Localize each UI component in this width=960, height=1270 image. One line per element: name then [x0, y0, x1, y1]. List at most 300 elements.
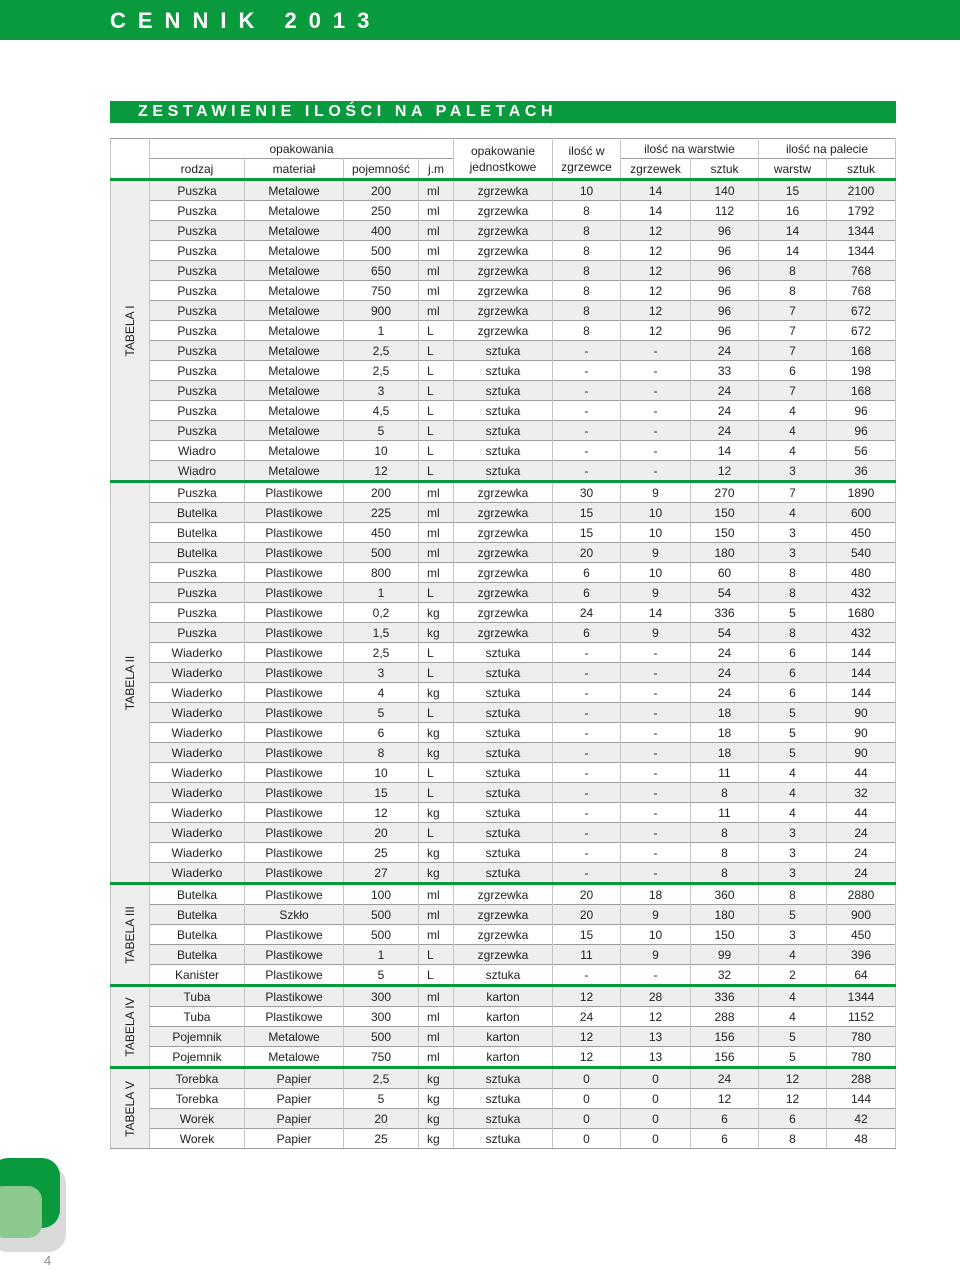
cell-opakowanie: zgrzewka [454, 180, 553, 201]
table-row [111, 221, 896, 241]
cell-sztuk-paleta: 42 [827, 1109, 896, 1129]
cell-pojemnosc: 2,5 [344, 643, 419, 663]
cell-sztuk-warstwa: 33 [691, 361, 759, 381]
cell-warstw: 8 [759, 583, 827, 603]
cell-ilosc-zgrzewce: 20 [553, 543, 621, 563]
cell-rodzaj: Pojemnik [150, 1047, 245, 1068]
cell-pojemnosc: 6 [344, 723, 419, 743]
cell-ilosc-zgrzewce: - [553, 361, 621, 381]
cell-opakowanie: sztuka [454, 663, 553, 683]
cell-material: Plastikowe [245, 863, 344, 884]
cell-sztuk-warstwa: 8 [691, 843, 759, 863]
cell-zgrzewek: 12 [621, 1007, 691, 1027]
cell-rodzaj: Wiaderko [150, 683, 245, 703]
cell-zgrzewek: - [621, 663, 691, 683]
table-row [111, 623, 896, 643]
cell-jm: L [419, 441, 454, 461]
cell-pojemnosc: 3 [344, 381, 419, 401]
cell-warstw: 8 [759, 563, 827, 583]
cell-warstw: 8 [759, 261, 827, 281]
cell-warstw: 4 [759, 1007, 827, 1027]
cell-rodzaj: Torebka [150, 1068, 245, 1089]
table-row [111, 925, 896, 945]
cell-ilosc-zgrzewce: 0 [553, 1068, 621, 1089]
cell-warstw: 4 [759, 763, 827, 783]
cell-opakowanie: zgrzewka [454, 523, 553, 543]
cell-zgrzewek: 0 [621, 1109, 691, 1129]
cell-sztuk-paleta: 90 [827, 743, 896, 763]
cell-sztuk-warstwa: 24 [691, 1068, 759, 1089]
cell-opakowanie: sztuka [454, 863, 553, 884]
page-number: 4 [44, 1253, 52, 1268]
cell-sztuk-warstwa: 24 [691, 421, 759, 441]
table-row [111, 421, 896, 441]
cell-material: Plastikowe [245, 543, 344, 563]
cell-ilosc-zgrzewce: - [553, 763, 621, 783]
cell-rodzaj: Butelka [150, 905, 245, 925]
cell-rodzaj: Worek [150, 1129, 245, 1149]
cell-sztuk-warstwa: 11 [691, 803, 759, 823]
cell-opakowanie: karton [454, 1007, 553, 1027]
cell-sztuk-paleta: 432 [827, 623, 896, 643]
cell-pojemnosc: 4,5 [344, 401, 419, 421]
cell-material: Metalowe [245, 1027, 344, 1047]
cell-ilosc-zgrzewce: 15 [553, 925, 621, 945]
cell-jm: L [419, 763, 454, 783]
cell-sztuk-warstwa: 99 [691, 945, 759, 965]
cell-sztuk-warstwa: 336 [691, 986, 759, 1007]
cell-opakowanie: zgrzewka [454, 281, 553, 301]
cell-opakowanie: zgrzewka [454, 321, 553, 341]
cell-rodzaj: Wiadro [150, 461, 245, 482]
cell-sztuk-paleta: 900 [827, 905, 896, 925]
cell-opakowanie: sztuka [454, 361, 553, 381]
cell-warstw: 12 [759, 1068, 827, 1089]
cell-jm: kg [419, 723, 454, 743]
cell-material: Metalowe [245, 441, 344, 461]
table-row [111, 503, 896, 523]
cell-opakowanie: sztuka [454, 743, 553, 763]
cell-material: Papier [245, 1129, 344, 1149]
cell-opakowanie: sztuka [454, 703, 553, 723]
table-row [111, 583, 896, 603]
cell-pojemnosc: 2,5 [344, 341, 419, 361]
group-label: TABELA II [123, 655, 137, 710]
table-row [111, 783, 896, 803]
table-body [111, 180, 896, 1149]
cell-material: Metalowe [245, 461, 344, 482]
cell-opakowanie: zgrzewka [454, 241, 553, 261]
table-row [111, 441, 896, 461]
cell-opakowanie: sztuka [454, 763, 553, 783]
cell-material: Plastikowe [245, 803, 344, 823]
cell-zgrzewek: 9 [621, 623, 691, 643]
cell-opakowanie: sztuka [454, 1109, 553, 1129]
cell-sztuk-warstwa: 360 [691, 884, 759, 905]
table-row [111, 543, 896, 563]
cell-rodzaj: Butelka [150, 543, 245, 563]
table-row [111, 643, 896, 663]
header-ilosc-na-warstwie: ilość na warstwie [621, 139, 759, 159]
cell-sztuk-warstwa: 180 [691, 543, 759, 563]
subheader-warstw: warstw [759, 159, 827, 180]
cell-ilosc-zgrzewce: 24 [553, 1007, 621, 1027]
cell-material: Metalowe [245, 361, 344, 381]
cell-pojemnosc: 300 [344, 986, 419, 1007]
cell-sztuk-paleta: 2880 [827, 884, 896, 905]
table-row [111, 986, 896, 1007]
cell-ilosc-zgrzewce: - [553, 783, 621, 803]
group-label-cell [111, 986, 150, 1068]
table-row [111, 905, 896, 925]
cell-material: Metalowe [245, 321, 344, 341]
cell-sztuk-warstwa: 11 [691, 763, 759, 783]
cell-material: Metalowe [245, 221, 344, 241]
cell-sztuk-paleta: 44 [827, 803, 896, 823]
cell-jm: kg [419, 683, 454, 703]
cell-material: Plastikowe [245, 503, 344, 523]
table-row [111, 261, 896, 281]
cell-ilosc-zgrzewce: 11 [553, 945, 621, 965]
cell-jm: L [419, 823, 454, 843]
cell-material: Plastikowe [245, 884, 344, 905]
cell-sztuk-paleta: 780 [827, 1027, 896, 1047]
cell-warstw: 4 [759, 986, 827, 1007]
cell-warstw: 3 [759, 823, 827, 843]
cell-ilosc-zgrzewce: 24 [553, 603, 621, 623]
cell-opakowanie: sztuka [454, 1068, 553, 1089]
cell-warstw: 3 [759, 843, 827, 863]
cell-sztuk-warstwa: 24 [691, 643, 759, 663]
cell-rodzaj: Puszka [150, 321, 245, 341]
cell-material: Plastikowe [245, 703, 344, 723]
cell-material: Metalowe [245, 341, 344, 361]
cell-warstw: 5 [759, 603, 827, 623]
cell-material: Metalowe [245, 381, 344, 401]
cell-ilosc-zgrzewce: - [553, 683, 621, 703]
cell-material: Metalowe [245, 401, 344, 421]
cell-material: Plastikowe [245, 683, 344, 703]
cell-material: Plastikowe [245, 603, 344, 623]
cell-sztuk-paleta: 144 [827, 643, 896, 663]
cell-material: Papier [245, 1089, 344, 1109]
cell-pojemnosc: 450 [344, 523, 419, 543]
cell-ilosc-zgrzewce: 30 [553, 482, 621, 503]
cell-zgrzewek: - [621, 783, 691, 803]
cell-pojemnosc: 1 [344, 583, 419, 603]
cell-jm: L [419, 945, 454, 965]
cell-opakowanie: karton [454, 986, 553, 1007]
table-row [111, 743, 896, 763]
header-ilosc-na-palecie: ilość na palecie [759, 139, 896, 159]
cell-rodzaj: Puszka [150, 563, 245, 583]
section-bar [110, 101, 896, 123]
cell-sztuk-paleta: 600 [827, 503, 896, 523]
cell-rodzaj: Tuba [150, 1007, 245, 1027]
cell-ilosc-zgrzewce: - [553, 643, 621, 663]
cell-pojemnosc: 900 [344, 301, 419, 321]
cell-warstw: 2 [759, 965, 827, 986]
cell-warstw: 5 [759, 723, 827, 743]
cell-sztuk-paleta: 24 [827, 863, 896, 884]
cell-opakowanie: sztuka [454, 803, 553, 823]
cell-warstw: 5 [759, 1027, 827, 1047]
cell-zgrzewek: 12 [621, 261, 691, 281]
subheader-sztuk-paleta: sztuk [827, 159, 896, 180]
table-row [111, 663, 896, 683]
cell-jm: kg [419, 803, 454, 823]
cell-sztuk-warstwa: 12 [691, 461, 759, 482]
table-row [111, 341, 896, 361]
cell-jm: kg [419, 843, 454, 863]
table-row [111, 321, 896, 341]
cell-zgrzewek: 10 [621, 523, 691, 543]
cell-zgrzewek: 9 [621, 482, 691, 503]
cell-rodzaj: Kanister [150, 965, 245, 986]
cell-warstw: 4 [759, 441, 827, 461]
cell-warstw: 7 [759, 301, 827, 321]
cell-zgrzewek: 13 [621, 1027, 691, 1047]
cell-ilosc-zgrzewce: - [553, 381, 621, 401]
cell-rodzaj: Tuba [150, 986, 245, 1007]
cell-sztuk-paleta: 32 [827, 783, 896, 803]
cell-opakowanie: zgrzewka [454, 603, 553, 623]
cell-pojemnosc: 200 [344, 180, 419, 201]
cell-sztuk-warstwa: 156 [691, 1047, 759, 1068]
cell-material: Plastikowe [245, 743, 344, 763]
group-label-cell [111, 1068, 150, 1149]
cell-jm: kg [419, 603, 454, 623]
table-row [111, 803, 896, 823]
cell-rodzaj: Worek [150, 1109, 245, 1129]
cell-zgrzewek: 12 [621, 321, 691, 341]
cell-sztuk-warstwa: 24 [691, 381, 759, 401]
cell-ilosc-zgrzewce: 0 [553, 1129, 621, 1149]
cell-sztuk-paleta: 96 [827, 401, 896, 421]
table-row [111, 823, 896, 843]
cell-sztuk-warstwa: 12 [691, 1089, 759, 1109]
cell-pojemnosc: 12 [344, 803, 419, 823]
cell-jm: L [419, 965, 454, 986]
cell-jm: L [419, 341, 454, 361]
cell-sztuk-warstwa: 8 [691, 823, 759, 843]
group-label: TABELA III [123, 905, 137, 964]
cell-rodzaj: Puszka [150, 421, 245, 441]
cell-sztuk-warstwa: 24 [691, 683, 759, 703]
table-row [111, 281, 896, 301]
table-row [111, 301, 896, 321]
cell-sztuk-warstwa: 96 [691, 281, 759, 301]
cell-ilosc-zgrzewce: 10 [553, 180, 621, 201]
cell-sztuk-warstwa: 6 [691, 1129, 759, 1149]
cell-jm: ml [419, 201, 454, 221]
cell-sztuk-paleta: 540 [827, 543, 896, 563]
cell-opakowanie: sztuka [454, 441, 553, 461]
cell-pojemnosc: 1 [344, 945, 419, 965]
cell-warstw: 4 [759, 803, 827, 823]
cell-rodzaj: Butelka [150, 503, 245, 523]
cell-sztuk-paleta: 432 [827, 583, 896, 603]
cell-ilosc-zgrzewce: 8 [553, 261, 621, 281]
cell-zgrzewek: 14 [621, 603, 691, 623]
cell-rodzaj: Puszka [150, 201, 245, 221]
group-label-cell [111, 180, 150, 482]
cell-ilosc-zgrzewce: 6 [553, 563, 621, 583]
cell-material: Plastikowe [245, 482, 344, 503]
cell-material: Metalowe [245, 201, 344, 221]
cell-rodzaj: Wiaderko [150, 723, 245, 743]
cell-zgrzewek: 14 [621, 201, 691, 221]
table-row [111, 683, 896, 703]
table-row [111, 361, 896, 381]
cell-opakowanie: zgrzewka [454, 583, 553, 603]
cell-sztuk-paleta: 1680 [827, 603, 896, 623]
cell-material: Plastikowe [245, 925, 344, 945]
cell-sztuk-paleta: 90 [827, 703, 896, 723]
subheader-zgrzewek: zgrzewek [621, 159, 691, 180]
cell-opakowanie: sztuka [454, 1089, 553, 1109]
subheader-sztuk-warstwa: sztuk [691, 159, 759, 180]
table-row [111, 884, 896, 905]
cell-ilosc-zgrzewce: 20 [553, 884, 621, 905]
cell-sztuk-paleta: 1152 [827, 1007, 896, 1027]
cell-pojemnosc: 1,5 [344, 623, 419, 643]
cell-rodzaj: Puszka [150, 261, 245, 281]
cell-rodzaj: Wiaderko [150, 803, 245, 823]
cell-jm: L [419, 643, 454, 663]
cell-sztuk-paleta: 1344 [827, 241, 896, 261]
cell-ilosc-zgrzewce: - [553, 663, 621, 683]
cell-ilosc-zgrzewce: 8 [553, 241, 621, 261]
cell-sztuk-warstwa: 288 [691, 1007, 759, 1027]
cell-ilosc-zgrzewce: - [553, 703, 621, 723]
cell-material: Plastikowe [245, 986, 344, 1007]
cell-rodzaj: Wiaderko [150, 843, 245, 863]
cell-jm: L [419, 421, 454, 441]
cell-pojemnosc: 500 [344, 1027, 419, 1047]
cell-opakowanie: zgrzewka [454, 925, 553, 945]
cell-material: Metalowe [245, 261, 344, 281]
table-row [111, 703, 896, 723]
cell-sztuk-paleta: 168 [827, 381, 896, 401]
cell-opakowanie: zgrzewka [454, 884, 553, 905]
cell-pojemnosc: 800 [344, 563, 419, 583]
cell-material: Plastikowe [245, 783, 344, 803]
cell-jm: ml [419, 503, 454, 523]
cell-jm: L [419, 381, 454, 401]
table-row [111, 401, 896, 421]
cell-sztuk-paleta: 780 [827, 1047, 896, 1068]
cell-ilosc-zgrzewce: - [553, 341, 621, 361]
cell-sztuk-warstwa: 32 [691, 965, 759, 986]
cell-warstw: 7 [759, 341, 827, 361]
cell-rodzaj: Puszka [150, 482, 245, 503]
cell-opakowanie: zgrzewka [454, 201, 553, 221]
cell-opakowanie: sztuka [454, 965, 553, 986]
cell-jm: L [419, 361, 454, 381]
cell-rodzaj: Puszka [150, 381, 245, 401]
cell-opakowanie: sztuka [454, 683, 553, 703]
cell-sztuk-paleta: 1792 [827, 201, 896, 221]
cell-zgrzewek: 18 [621, 884, 691, 905]
cell-zgrzewek: 9 [621, 945, 691, 965]
cell-ilosc-zgrzewce: 6 [553, 583, 621, 603]
cell-material: Plastikowe [245, 563, 344, 583]
cell-sztuk-paleta: 144 [827, 683, 896, 703]
cell-zgrzewek: - [621, 461, 691, 482]
cell-zgrzewek: 10 [621, 563, 691, 583]
cell-rodzaj: Wiaderko [150, 643, 245, 663]
cell-zgrzewek: - [621, 823, 691, 843]
cell-zgrzewek: 10 [621, 503, 691, 523]
cell-jm: ml [419, 1047, 454, 1068]
cell-pojemnosc: 0,2 [344, 603, 419, 623]
cell-pojemnosc: 500 [344, 543, 419, 563]
cell-ilosc-zgrzewce: 8 [553, 301, 621, 321]
cell-sztuk-warstwa: 336 [691, 603, 759, 623]
cell-zgrzewek: - [621, 803, 691, 823]
cell-warstw: 6 [759, 683, 827, 703]
cell-warstw: 3 [759, 523, 827, 543]
cell-sztuk-warstwa: 54 [691, 583, 759, 603]
cell-pojemnosc: 2,5 [344, 1068, 419, 1089]
subheader-pojemnosc: pojemność [344, 159, 419, 180]
cell-ilosc-zgrzewce: - [553, 823, 621, 843]
cell-opakowanie: sztuka [454, 1129, 553, 1149]
cell-pojemnosc: 2,5 [344, 361, 419, 381]
page-title: CENNIK 2013 [110, 8, 382, 33]
cell-pojemnosc: 8 [344, 743, 419, 763]
cell-sztuk-warstwa: 270 [691, 482, 759, 503]
cell-warstw: 14 [759, 221, 827, 241]
cell-rodzaj: Wiadro [150, 441, 245, 461]
cell-ilosc-zgrzewce: 8 [553, 321, 621, 341]
cell-ilosc-zgrzewce: - [553, 723, 621, 743]
cell-warstw: 16 [759, 201, 827, 221]
cell-material: Plastikowe [245, 643, 344, 663]
cell-sztuk-warstwa: 150 [691, 503, 759, 523]
cell-rodzaj: Torebka [150, 1089, 245, 1109]
cell-ilosc-zgrzewce: 12 [553, 986, 621, 1007]
cell-sztuk-paleta: 90 [827, 723, 896, 743]
cell-pojemnosc: 5 [344, 421, 419, 441]
cell-jm: ml [419, 563, 454, 583]
cell-pojemnosc: 20 [344, 823, 419, 843]
cell-pojemnosc: 1 [344, 321, 419, 341]
cell-material: Plastikowe [245, 945, 344, 965]
group-label: TABELA IV [123, 996, 137, 1057]
cell-ilosc-zgrzewce: 6 [553, 623, 621, 643]
cell-opakowanie: sztuka [454, 843, 553, 863]
cell-pojemnosc: 300 [344, 1007, 419, 1027]
cell-opakowanie: zgrzewka [454, 221, 553, 241]
cell-warstw: 8 [759, 281, 827, 301]
cell-jm: ml [419, 1027, 454, 1047]
table-row [111, 1089, 896, 1109]
cell-sztuk-paleta: 1344 [827, 221, 896, 241]
cell-jm: ml [419, 221, 454, 241]
cell-sztuk-warstwa: 54 [691, 623, 759, 643]
cell-rodzaj: Puszka [150, 221, 245, 241]
cell-warstw: 5 [759, 703, 827, 723]
cell-sztuk-paleta: 768 [827, 261, 896, 281]
cell-rodzaj: Puszka [150, 401, 245, 421]
cell-pojemnosc: 250 [344, 201, 419, 221]
cell-material: Metalowe [245, 281, 344, 301]
cell-material: Papier [245, 1068, 344, 1089]
cell-sztuk-warstwa: 180 [691, 905, 759, 925]
cell-ilosc-zgrzewce: 0 [553, 1089, 621, 1109]
